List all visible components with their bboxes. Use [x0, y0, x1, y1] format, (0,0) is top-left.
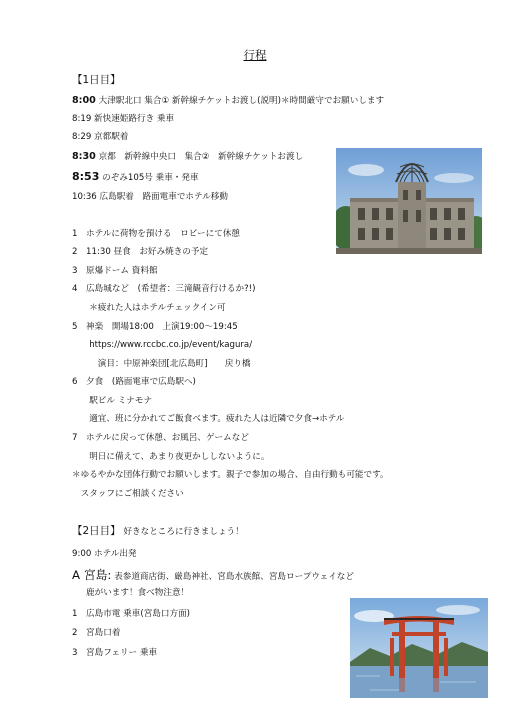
- page-title: 行程: [243, 48, 267, 62]
- day2-header-row: [72, 525, 244, 538]
- day2-header: 【2日目】: [72, 525, 121, 537]
- deer-warning: 鹿がいます！食べ物注意！: [86, 588, 190, 598]
- list-item: ＊疲れた人はホテルチェックイン可: [72, 303, 226, 313]
- list-item: 演目：中原神楽団[北広島町] 戻り橋: [72, 359, 251, 369]
- list-item: 適宜、班に分かれてご飯食べます。疲れた人は近隣で夕食→ホテル: [72, 414, 345, 424]
- list-item: 5 神楽 開場18:00 上演19:00～19:45: [72, 322, 238, 332]
- day1-header: 【1日目】: [72, 74, 121, 86]
- day1-line-0830-text: 京都 新幹線中央口 集合② 新幹線チケットお渡し: [98, 152, 304, 162]
- day1-line-0800-text: 大津駅北口 集合① 新幹線チケットお渡し(説明)＊時間厳守でお願いします: [98, 96, 385, 106]
- day2-line-0900: 9:00 ホテル出発: [72, 549, 137, 559]
- list-item: 1 広島市電 乗車(宮島口方面): [72, 609, 191, 619]
- list-item: 4 広島城など (希望者：三滝観音行けるか?!): [72, 284, 256, 294]
- option-a-text: 表参道商店街、厳島神社、宮島水族館、宮島ロープウェイなど: [114, 572, 354, 582]
- day2-header-note: 好きなところに行きましょう！: [123, 527, 244, 537]
- option-a-label: A 宮島:: [72, 568, 112, 582]
- day1-line-0829: 8:29 京都駅着: [72, 132, 129, 142]
- list-item: 6 夕食 (路面電車で広島駅へ): [72, 377, 196, 387]
- list-item: 7 ホテルに戻って休憩、お風呂、ゲームなど: [72, 433, 249, 443]
- list-item: 3 宮島フェリー 乗車: [72, 648, 158, 658]
- list-item: 3 原爆ドーム 資料館: [72, 266, 158, 276]
- group-note: ＊ゆるやかな団体行動でお願いします。親子で参加の場合、自由行動も可能です。: [72, 470, 389, 480]
- list-item: 駅ビル ミナモナ: [72, 396, 153, 406]
- list-item: 2 11:30 昼食 お好み焼きの予定: [72, 247, 209, 257]
- day1-line-1036: 10:36 広島駅着 路面電車でホテル移動: [72, 192, 228, 202]
- atomic-bomb-dome-photo: [336, 148, 482, 254]
- list-item: 1 ホテルに荷物を預ける ロビーにて休憩: [72, 229, 240, 239]
- time-0830: 8:30: [72, 151, 96, 162]
- group-note-2: スタッフにご相談ください: [72, 489, 184, 499]
- time-0853: 8:53: [72, 170, 100, 183]
- day1-line-0830: [72, 151, 303, 163]
- time-0800: 8:00: [72, 95, 96, 106]
- kagura-url-link[interactable]: https://www.rccbc.co.jp/event/kagura/: [72, 340, 253, 350]
- day1-line-0819: 8:19 新快速姫路行き 乗車: [72, 114, 175, 124]
- day1-line-0853: [72, 170, 199, 183]
- day1-line-0800: [72, 95, 384, 107]
- list-item: 2 宮島口着: [72, 628, 121, 638]
- day2-option-a: [72, 568, 354, 582]
- itsukushima-torii-photo: [350, 598, 488, 698]
- day1-line-0853-text: のぞみ105号 乗車・発車: [102, 173, 199, 183]
- list-item: 明日に備えて、あまり夜更かししないように。: [72, 452, 270, 462]
